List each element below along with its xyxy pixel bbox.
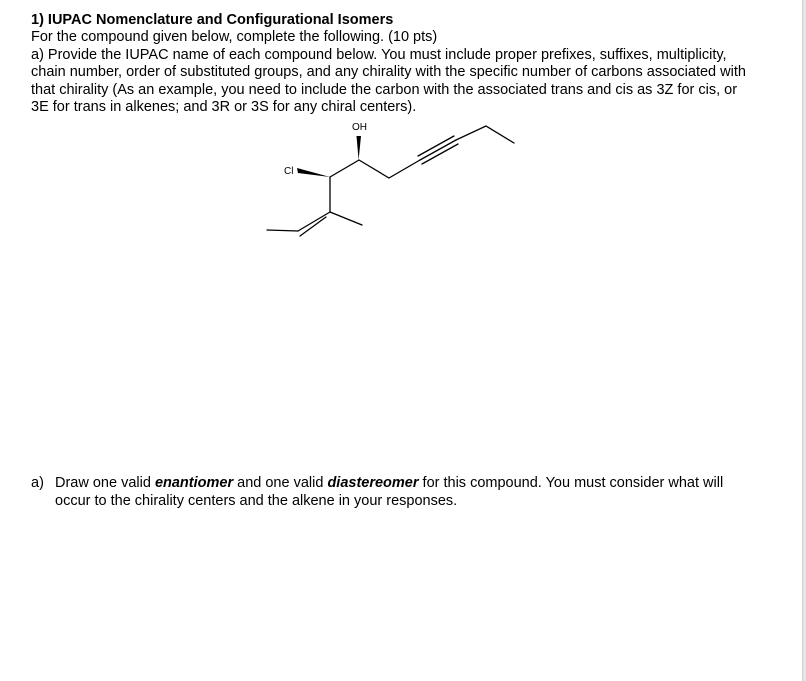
part-b-text-2: and one valid (233, 475, 328, 491)
part-a-line-4: 3E for trans in alkenes; and 3R or 3S for any chiral centers). (31, 99, 417, 115)
part-b-line-2: occur to the chirality centers and the alkene in your responses. (55, 493, 458, 509)
triple-bond-line-1 (420, 140, 456, 160)
chlorine-label: Cl (284, 166, 294, 177)
part-b-marker: a) (31, 475, 44, 491)
part-b-line-1 (55, 474, 723, 493)
page-right-edge (802, 0, 806, 681)
part-b-text-1: Draw one valid (55, 475, 155, 491)
bond-ch2-to-alkyne (389, 160, 420, 178)
double-bond-line-2 (300, 217, 326, 236)
bond-c-oh-to-c-cl (330, 160, 359, 177)
triple-bond-line-3 (422, 144, 458, 164)
bond-terminal-methyl (486, 126, 514, 143)
part-a-line-2: chain number, order of substituted groups, and any chirality with the specific number of carbons associated with (31, 64, 746, 80)
question-intro: For the compound given below, complete the following. (10 pts) (31, 29, 438, 45)
part-a-line-3: that chirality (As an example, you need to include the carbon with the associated trans and cis as 3Z for cis, or (31, 82, 738, 98)
bond-c-oh-carbon-to-ch2 (359, 160, 389, 178)
double-bond-line-1 (298, 212, 330, 231)
diastereomer-term: diastereomer (327, 475, 419, 491)
hydroxyl-label: OH (352, 122, 367, 133)
bond-alkyne-to-ch2 (456, 126, 486, 140)
question-heading: 1) IUPAC Nomenclature and Configurational Isomers (31, 12, 394, 28)
bond-alkene-substituent (330, 212, 362, 225)
part-b-text-3: for this compound. You must consider what will (418, 475, 724, 491)
part-a-line-1: a) Provide the IUPAC name of each compound below. You must include proper prefixes, suffixes, multiplicity, (31, 47, 727, 63)
triple-bond-line-2 (418, 136, 454, 156)
wedge-bond-cl (297, 168, 330, 177)
enantiomer-term: enantiomer (154, 475, 234, 491)
wedge-bond-oh (357, 136, 362, 160)
bond-alkene-terminal-methyl (267, 230, 298, 231)
